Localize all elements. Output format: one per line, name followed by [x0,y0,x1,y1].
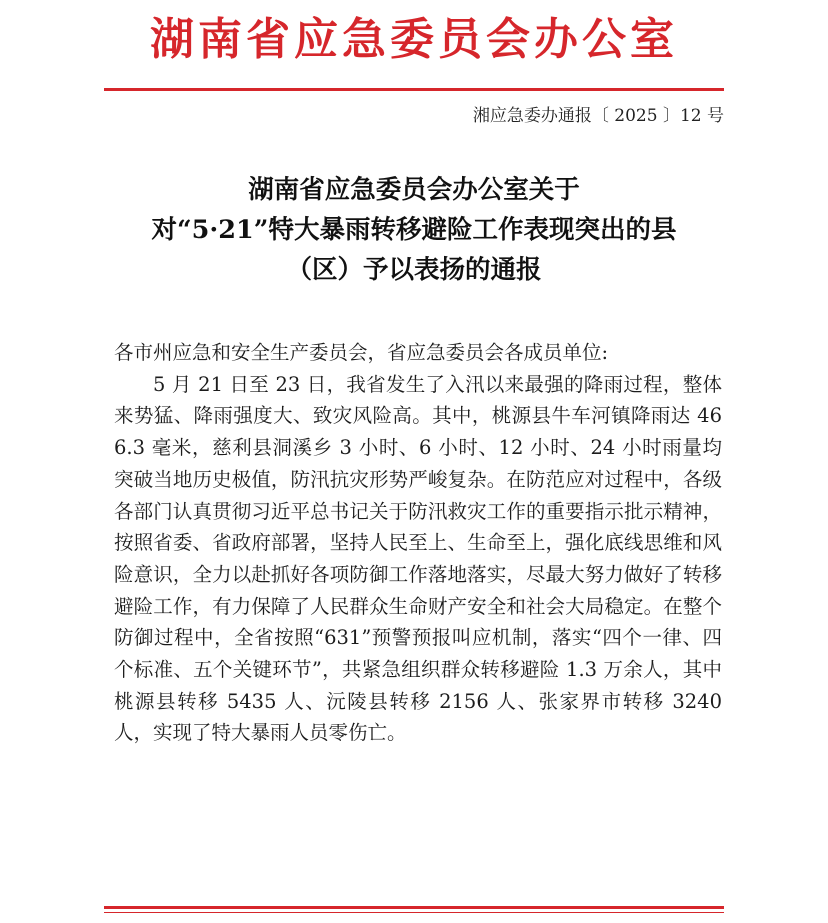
footer-divider [104,906,724,909]
header-divider [104,88,724,91]
footer-divider-thin [104,912,724,913]
title-line-2: 对“5·21”特大暴雨转移避险工作表现突出的县 [151,215,677,245]
salutation: 各市州应急和安全生产委员会，省应急委员会各成员单位: [114,341,609,364]
document-body [114,337,722,749]
title-line-3: （区）予以表扬的通报 [286,255,542,285]
title-line-1: 湖南省应急委员会办公室关于 [248,175,580,205]
document-title [104,170,724,290]
masthead-title: 湖南省应急委员会办公室 [150,14,678,65]
document-number: 湘应急委办通报〔 2025 〕12 号 [472,106,724,126]
body-paragraph: 5 月 21 日至 23 日，我省发生了入汛以来最强的降雨过程，整体来势猛、降雨强度大、致灾风险高。其中，桃源县牛车河镇降雨达 466.3 毫米，慈利县洞溪乡 3 小时、6 小时、12 小时、24 小时雨量均突破当地历史极值，防汛抗灾形势严峻复杂。在防范应对过程中，各级各部门认真贯彻习近平总书记关于防汛救灾工作的重要指示批示精神，按照省委、省政府部署，坚持人民至上、生命至上，强化底线思维和风险意识，全力以赴抓好各项防御工作落地落实，尽最大努力做好了转移避险工作，有力保障了人民群众生命财产安全和社会大局稳定。在整个防御过程中，全省按照“631”预警预报叫应机制，落实“四个一律、四个标准、五个关键环节”，共紧急组织群众转移避险 1.3 万余人，其中桃源县转移 5435 人、沅陵县转移 2156 人、张家界市转移 3240 人，实现了特大暴雨人员零伤亡。 [114,372,722,745]
